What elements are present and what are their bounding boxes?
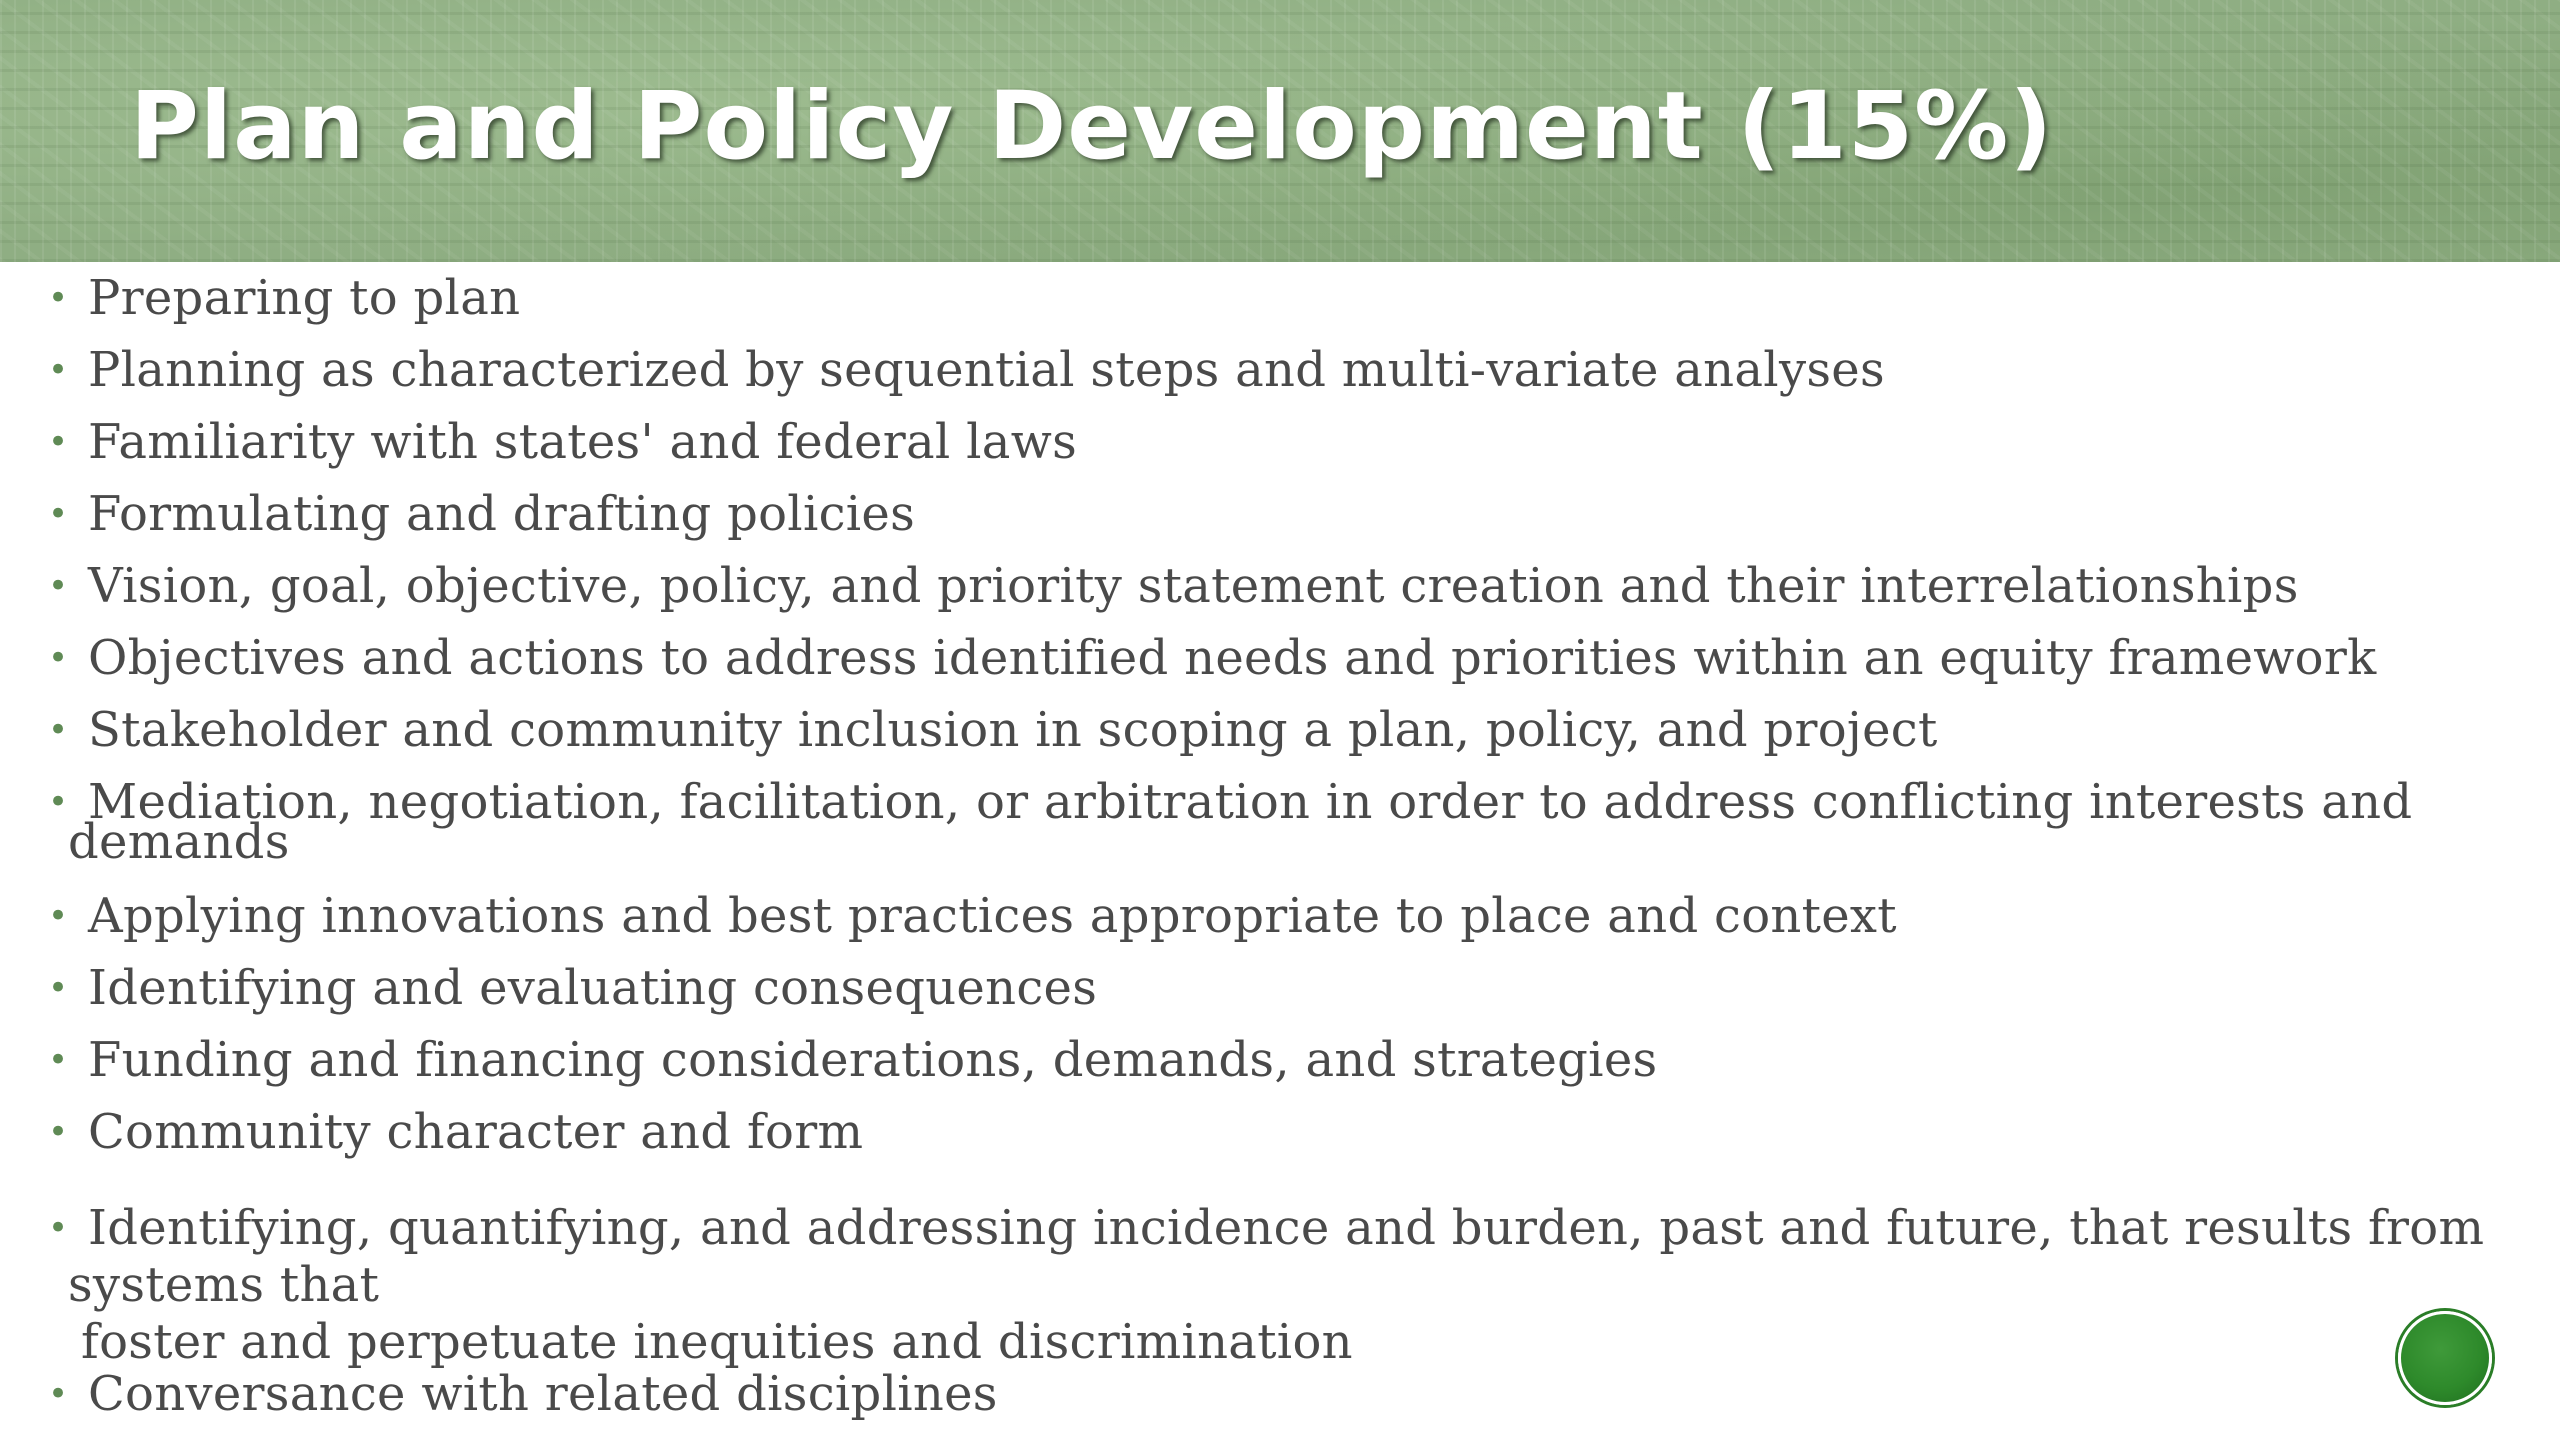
list-item-text: Community character and form [88,1104,864,1160]
bullet-icon: • [48,350,69,390]
list-item [0,888,1937,944]
list-item-text: Stakeholder and community inclusion in scoping a plan, policy, and project [88,702,1938,758]
bullet-icon: • [48,896,69,936]
list-item-text-continuation: foster and perpetuate inequities and discrimination [81,1314,1353,1370]
list-item-text: Objectives and actions to address identified needs and priorities within an equity framework [88,630,2377,686]
list-item [0,702,1978,758]
bullet-icon: • [48,1112,69,1152]
list-item [0,960,1137,1016]
list-item-text: Preparing to plan [88,270,521,326]
bullet-icon: • [48,782,69,822]
list-item [0,414,1117,470]
bullet-icon: • [48,1374,69,1414]
bullet-icon: • [48,1040,69,1080]
list-item-text: Familiarity with states' and federal laws [88,414,1078,470]
list-item-text: Planning as characterized by sequential steps and multi-variate analyses [88,342,1885,398]
list-item [0,1104,903,1160]
list-item-text: Vision, goal, objective, policy, and priority statement creation and their interrelationships [88,558,2299,614]
bullet-icon: • [48,1208,69,1248]
bullet-icon: • [48,566,69,606]
list-item [0,342,1925,398]
list-item-text: Funding and financing considerations, demands, and strategies [88,1032,1658,1088]
list-item [0,270,560,326]
list-item [0,630,2417,686]
slide-nav-button[interactable] [2398,1311,2492,1405]
bullet-icon: • [48,710,69,750]
list-item [0,558,2339,614]
list-item-text: Formulating and drafting policies [88,486,916,542]
list-item-text: Mediation, negotiation, facilitation, or arbitration in order to address conflicting interests and [88,774,2413,830]
slide-title: Plan and Policy Development (15%) [130,72,2054,181]
bullet-icon: • [48,638,69,678]
list-item [0,1200,2524,1371]
list-item [0,774,2452,870]
list-item-text: Identifying and evaluating consequences [88,960,1098,1016]
list-item-text: Applying innovations and best practices appropriate to place and context [88,888,1897,944]
list-item-text: Conversance with related disciplines [88,1366,998,1422]
list-item [0,1366,1038,1422]
bullet-icon: • [48,278,69,318]
bullet-icon: • [48,968,69,1008]
bullet-icon: • [48,422,69,462]
title-band [0,0,2560,262]
list-item-text: Identifying, quantifying, and addressing incidence and burden, past and future, that results from [88,1200,2485,1256]
list-item [0,1032,1697,1088]
list-item [0,486,955,542]
list-item-text-continuation: demands [68,814,290,870]
list-item-text-continuation: systems that [68,1257,380,1313]
bullet-icon: • [48,494,69,534]
